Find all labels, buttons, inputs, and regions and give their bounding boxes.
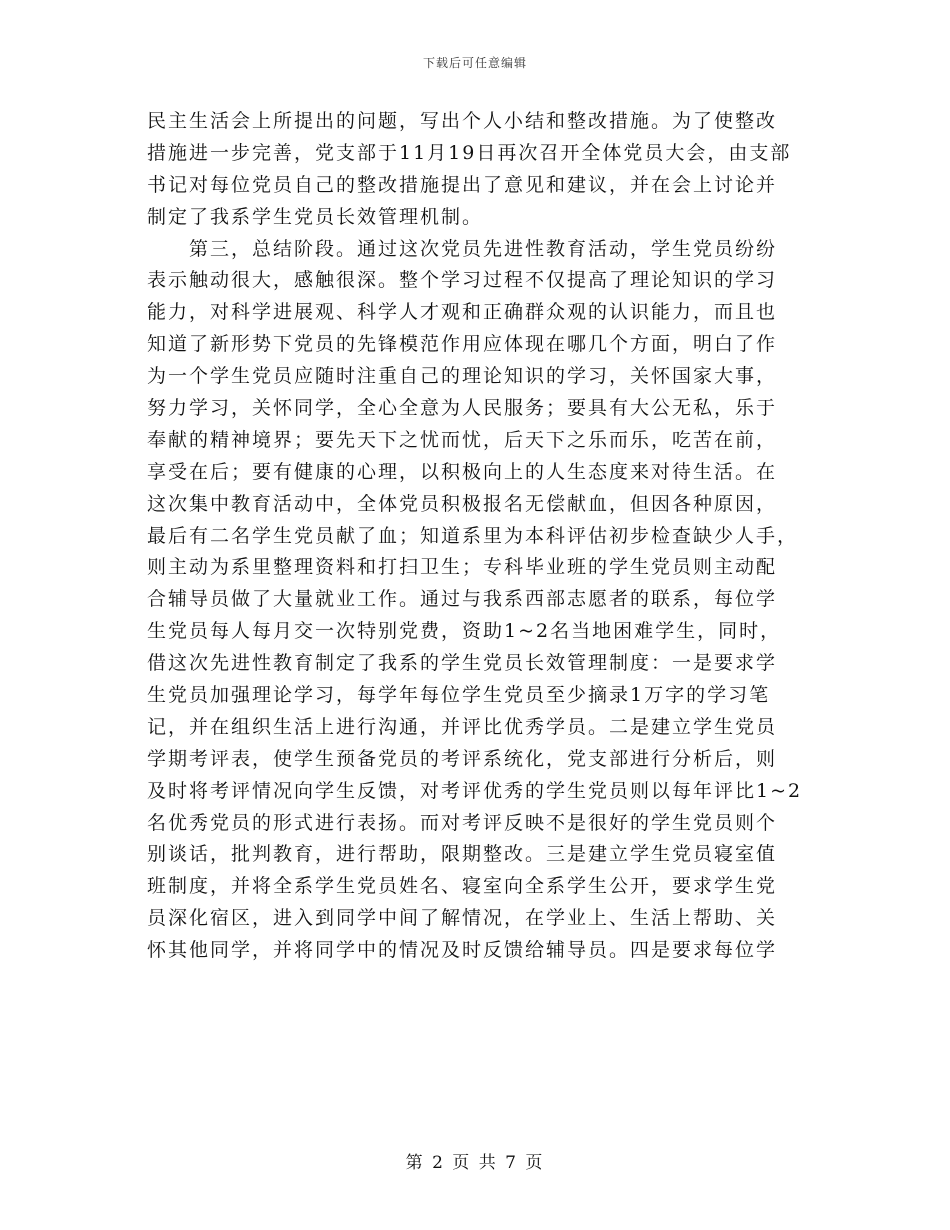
- text-line: 别谈话，批判教育，进行帮助，限期整改。三是建立学生党员寝室值: [147, 843, 778, 866]
- text-line: 享受在后；要有健康的心理，以积极向上的人生态度来对待生活。在: [147, 460, 778, 483]
- text-line: 则主动为系里整理资料和打扫卫生；专科毕业班的学生党员则主动配: [147, 556, 778, 579]
- text-line: 书记对每位党员自己的整改措施提出了意见和建议，并在会上讨论并: [147, 173, 778, 196]
- text-line: 生党员加强理论学习，每学年每位学生党员至少摘录1万字的学习笔: [147, 684, 771, 707]
- text-line: 最后有二名学生党员献了血；知道系里为本科评估初步检查缺少人手，: [147, 524, 799, 547]
- text-line: 及时将考评情况向学生反馈，对考评优秀的学生党员则以每年评比1~2: [147, 779, 803, 802]
- text-line: 怀其他同学，并将同学中的情况及时反馈给辅导员。四是要求每位学: [147, 939, 778, 962]
- page-header: 下载后可任意编辑: [422, 56, 527, 70]
- text-line: 班制度，并将全系学生党员姓名、寝室向全系学生公开，要求学生党: [147, 875, 778, 898]
- text-line: 奉献的精神境界；要先天下之忧而忧，后天下之乐而乐，吃苦在前，: [147, 428, 778, 451]
- text-line: 生党员每人每月交一次特别党费，资助1~2名当地困难学生，同时，: [147, 620, 782, 643]
- text-line: 能力，对科学进展观、科学人才观和正确群众观的认识能力，而且也: [147, 301, 778, 324]
- text-line: 记，并在组织生活上进行沟通，并评比优秀学员。二是建立学生党员: [147, 715, 778, 738]
- text-line: 借这次先进性教育制定了我系的学生党员长效管理制度：一是要求学: [147, 652, 778, 675]
- text-line: 为一个学生党员应随时注重自己的理论知识的学习，关怀国家大事，: [147, 365, 778, 388]
- text-line: 表示触动很大，感触很深。整个学习过程不仅提高了理论知识的学习: [147, 269, 778, 292]
- text-line: 学期考评表，使学生预备党员的考评系统化，党支部进行分析后，则: [147, 747, 778, 770]
- text-line: 这次集中教育活动中，全体党员积极报名无偿献血，但因各种原因，: [147, 492, 778, 515]
- paragraph-start-line: 第三，总结阶段。通过这次党员先进性教育活动，学生党员纷纷: [189, 237, 778, 260]
- text-line: 努力学习，关怀同学，全心全意为人民服务；要具有大公无私，乐于: [147, 397, 778, 420]
- text-line: 制定了我系学生党员长效管理机制。: [147, 205, 484, 228]
- page-number: 第 2 页 共 7 页: [405, 1153, 545, 1173]
- text-line: 民主生活会上所提出的问题，写出个人小结和整改措施。为了使整改: [147, 110, 778, 132]
- text-line: 合辅导员做了大量就业工作。通过与我系西部志愿者的联系，每位学: [147, 588, 778, 611]
- text-line: 员深化宿区，进入到同学中间了解情况，在学业上、生活上帮助、关: [147, 907, 778, 930]
- text-line: 知道了新形势下党员的先锋模范作用应体现在哪几个方面，明白了作: [147, 333, 778, 356]
- text-line: 措施进一步完善，党支部于11月19日再次召开全体党员大会，由支部: [147, 141, 792, 164]
- document-body: [147, 106, 807, 967]
- text-line: 名优秀党员的形式进行表扬。而对考评反映不是很好的学生党员则个: [147, 811, 778, 834]
